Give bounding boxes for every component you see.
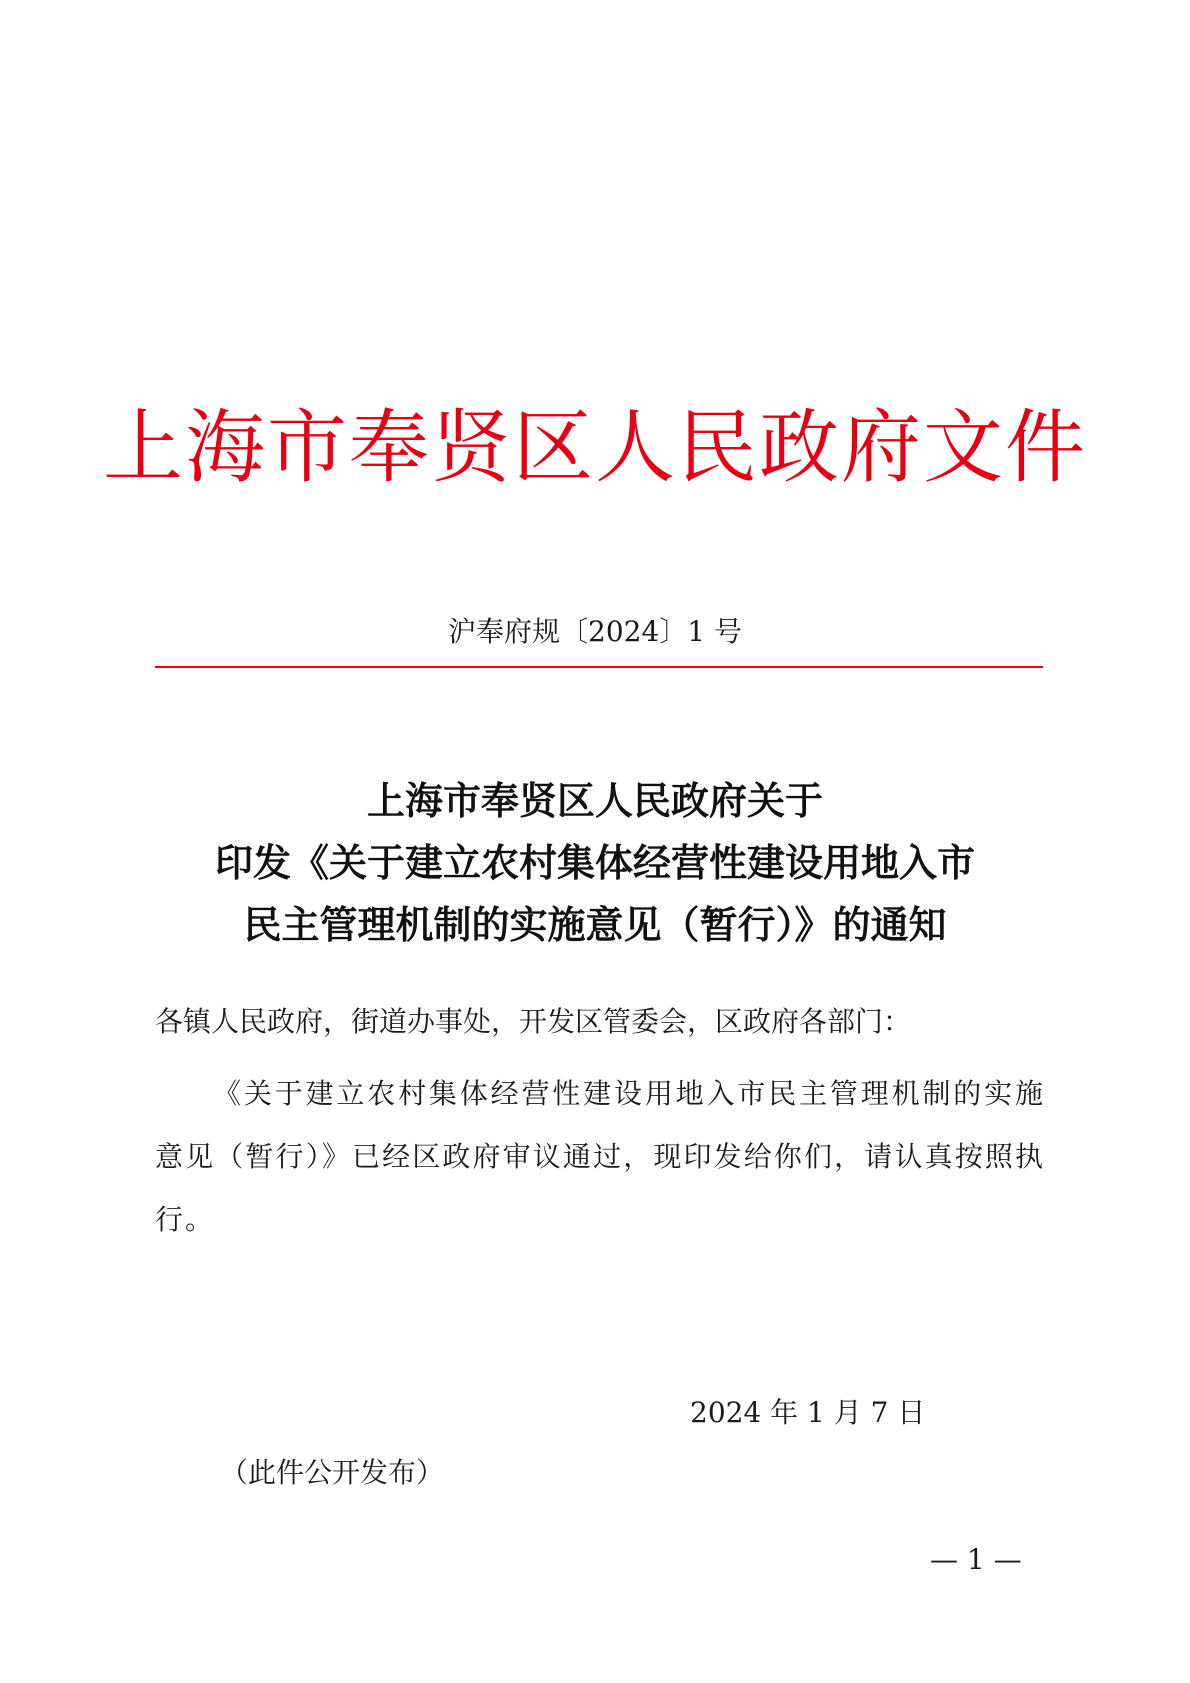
body-paragraph: 《关于建立农村集体经营性建设用地入市民主管理机制的实施意见（暂行）》已经区政府审议通过，现印发给你们，请认真按照执行。 <box>155 1077 1045 1236</box>
title-line-2: 印发《关于建立农村集体经营性建设用地入市 <box>214 840 975 885</box>
title-line-1: 上海市奉贤区人民政府关于 <box>366 778 823 823</box>
salutation: 各镇人民政府，街道办事处，开发区管委会，区政府各部门： <box>155 1005 912 1038</box>
red-divider-line <box>155 666 1043 668</box>
document-masthead: 上海市奉贤区人民政府文件 <box>103 401 1087 494</box>
document-title <box>0 770 1190 956</box>
publish-note: （此件公开发布） <box>220 1456 445 1489</box>
page-number: — 1 — <box>930 1543 1022 1576</box>
issue-date: 2024 年 1 月 7 日 <box>690 1396 926 1429</box>
document-number: 沪奉府规〔2024〕1 号 <box>448 615 742 648</box>
title-line-3: 民主管理机制的实施意见（暂行）》的通知 <box>243 902 947 947</box>
